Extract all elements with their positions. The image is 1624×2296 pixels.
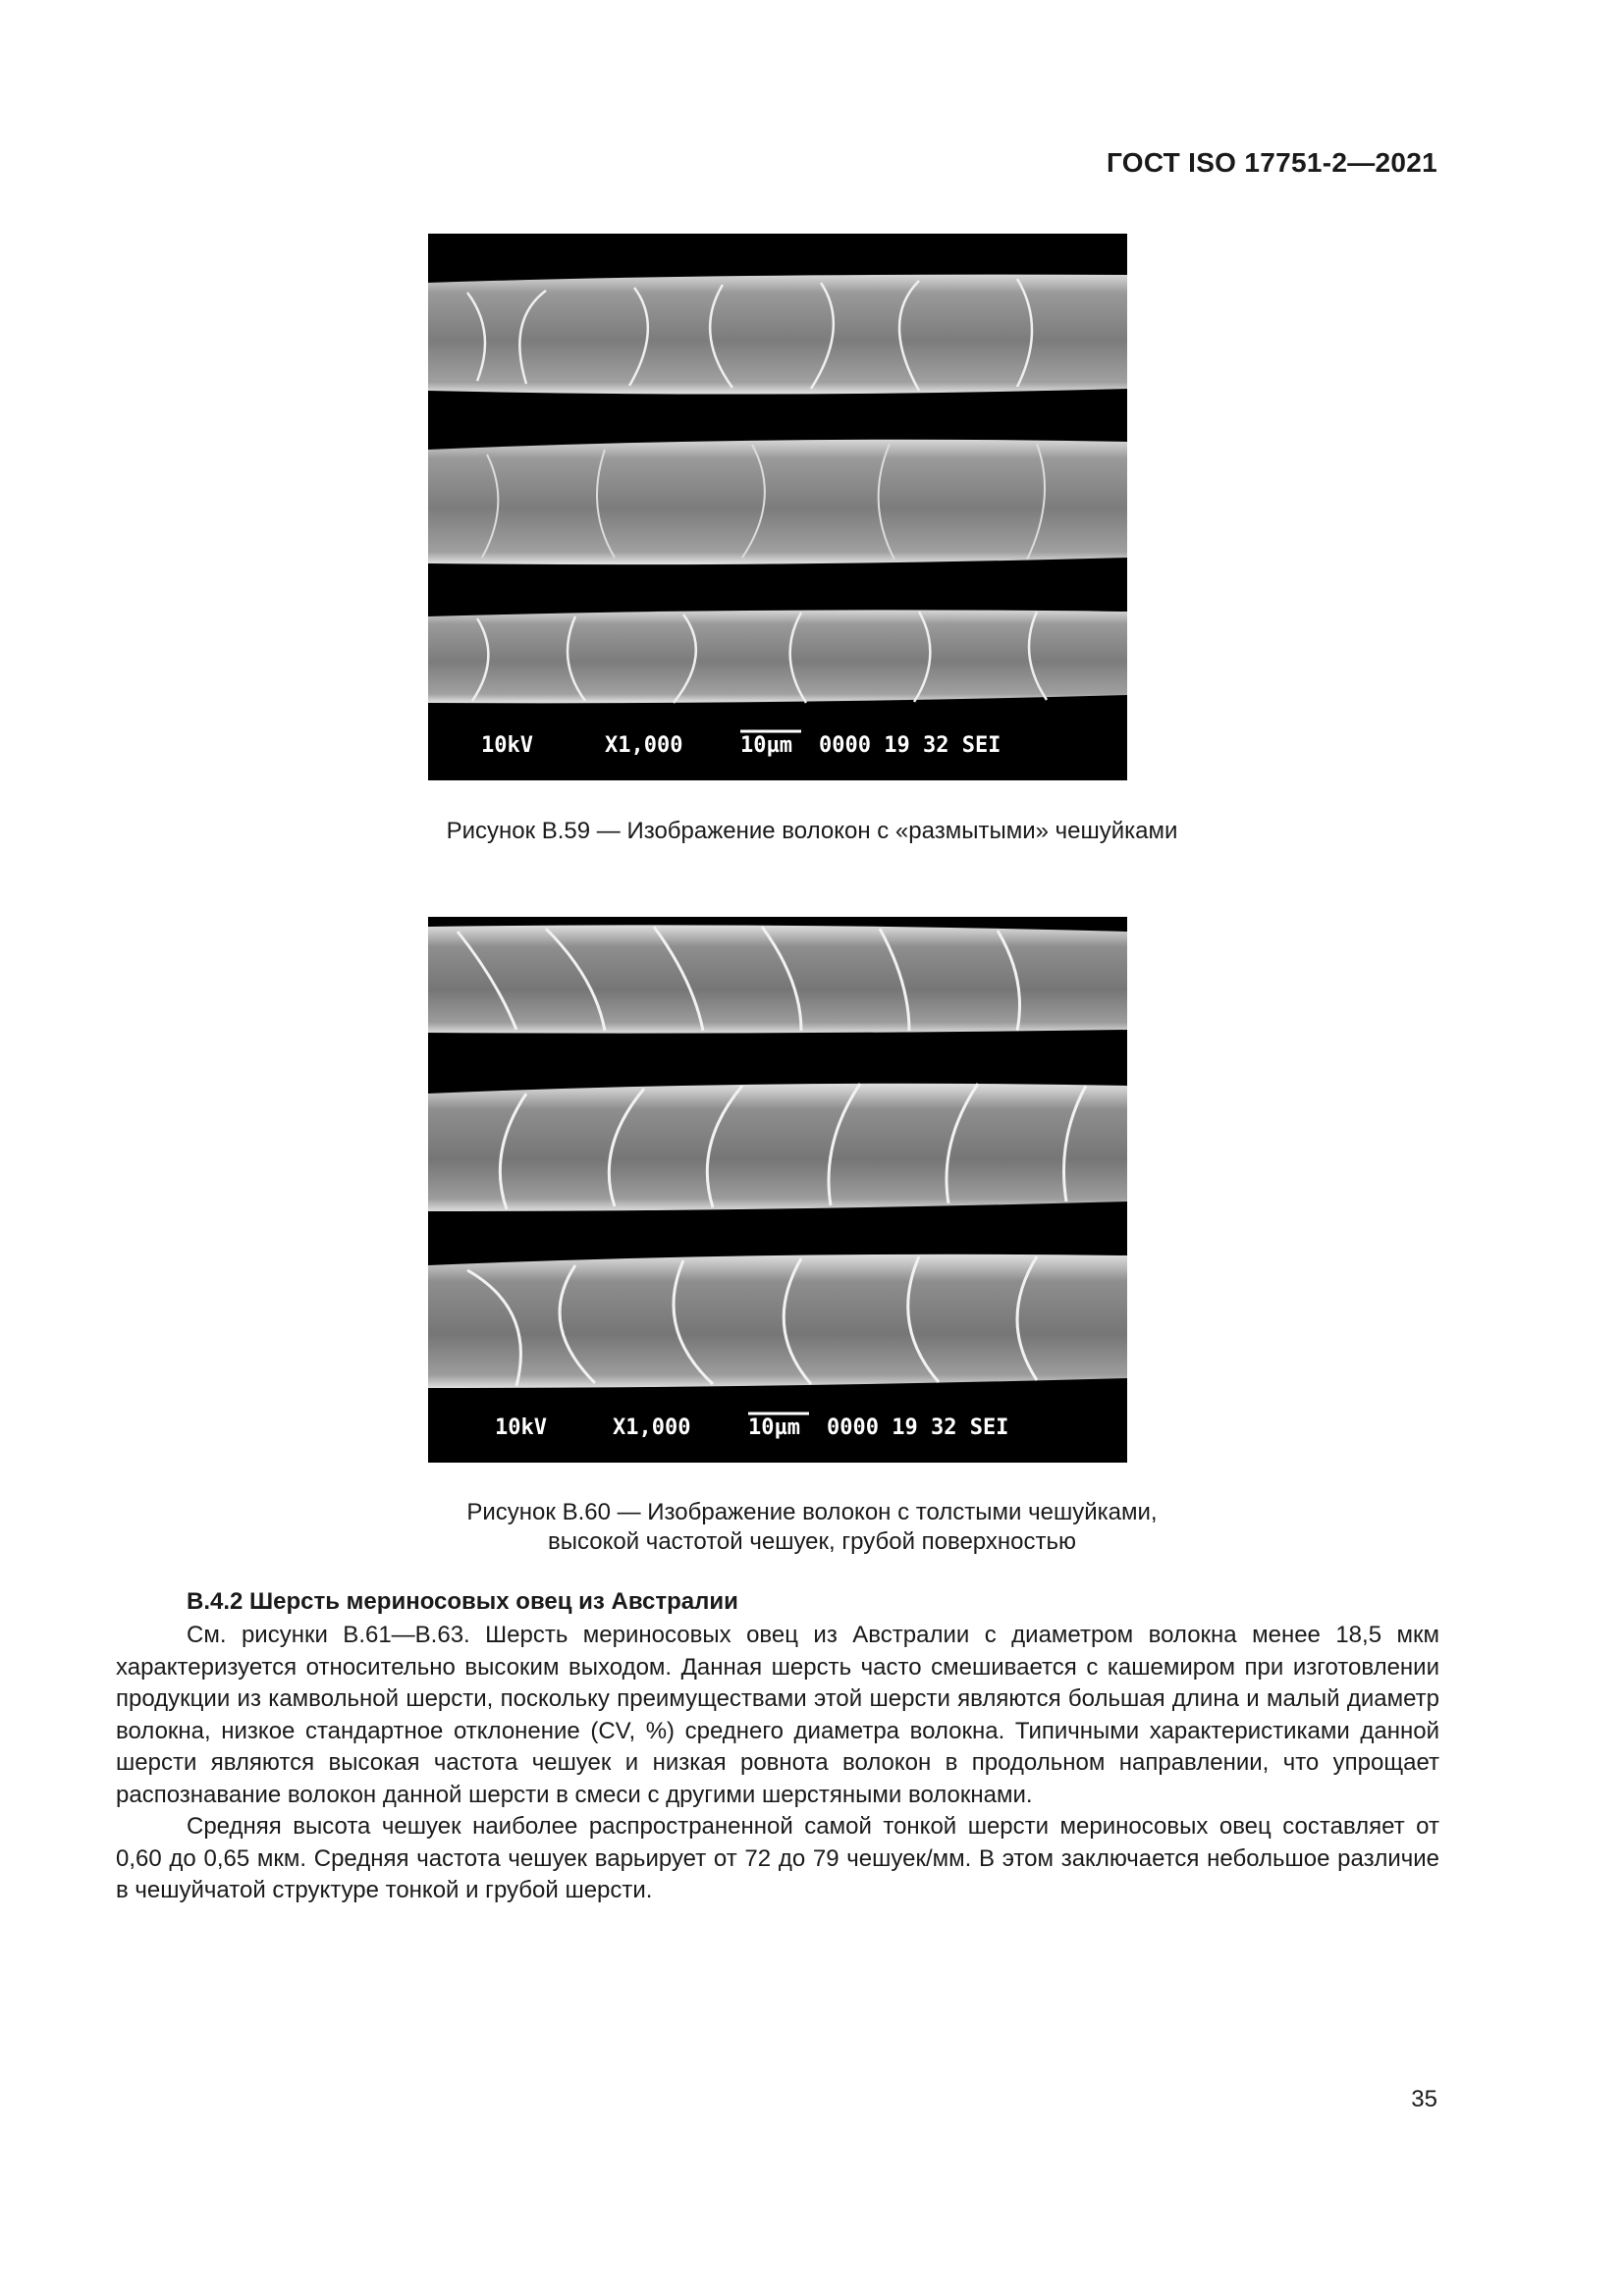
section-body: [116, 1620, 1439, 1907]
sem-voltage: 10kV: [495, 1415, 547, 1440]
sem-micrograph-b59: [428, 234, 1127, 780]
fiber-2: [428, 440, 1127, 564]
fiber-2: [428, 1084, 1127, 1211]
sem-magnification: X1,000: [605, 733, 683, 758]
fiber-3: [428, 1255, 1127, 1388]
sem-code: 0000 19 32 SEI: [819, 733, 1001, 758]
paragraph: См. рисунки В.61—В.63. Шерсть мериносовых овец из Австралии с диаметром волокна менее 18,5 мкм характеризуется относительно высоким выходом. Данная шерсть часто смешивается с кашемиром при изготовлении продукции из камвольной шерсти, поскольку преимуществами этой шерсти являются большая длина и малый диаметр волокна, низкое стандартное отклонение (CV, %) среднего диаметра волокна. Типичными характеристиками данной шерсти являются высокая частота чешуек и низкая ровнота волокон в продольном направлении, что упрощает распознавание волокон данной шерсти в смеси с другими шерстяными волокнами.: [116, 1622, 1439, 1808]
sem-scale-label: 10µm: [748, 1415, 800, 1440]
figure-caption-b60: Рисунок В.60 — Изображение волокон с толстыми чешуйками, высокой частотой чешуек, грубой поверхностью: [466, 1499, 1158, 1555]
fiber-1: [428, 275, 1127, 395]
sem-code: 0000 19 32 SEI: [827, 1415, 1009, 1440]
fiber-3: [428, 610, 1127, 703]
fiber-1: [428, 925, 1127, 1033]
document-header: ГОСТ ISO 17751-2—2021: [1106, 147, 1437, 178]
page-number: 35: [1411, 2086, 1437, 2112]
figure-caption-b59: Рисунок В.59 — Изображение волокон с «размытыми» чешуйками: [446, 818, 1178, 844]
sem-voltage: 10kV: [481, 733, 533, 758]
paragraph: Средняя высота чешуек наиболее распространенной самой тонкой шерсти мериносовых овец составляет от 0,60 до 0,65 мкм. Средняя частота чешуек варьирует от 72 до 79 чешуек/мм. В этом заключается небольшое различие в чешуйчатой структуре тонкой и грубой шерсти.: [116, 1813, 1439, 1903]
sem-scale-label: 10µm: [740, 733, 792, 758]
section-heading: В.4.2 Шерсть мериносовых овец из Австралии: [187, 1588, 738, 1615]
sem-magnification: X1,000: [613, 1415, 691, 1440]
sem-micrograph-b60: [428, 917, 1127, 1463]
